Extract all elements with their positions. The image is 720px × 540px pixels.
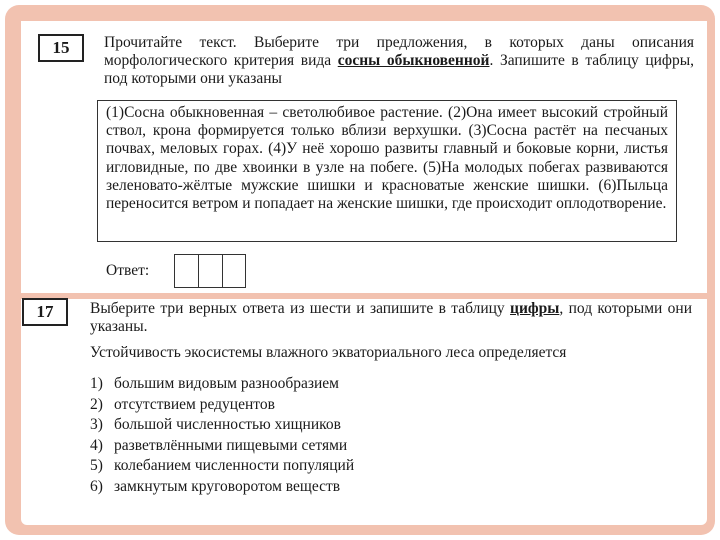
option-text: большой численностью хищников bbox=[114, 416, 341, 433]
option-number: 5) bbox=[90, 457, 103, 474]
answer-label: Ответ: bbox=[106, 262, 150, 279]
option-text: замкнутым круговоротом веществ bbox=[114, 477, 341, 495]
answer-cell[interactable] bbox=[222, 254, 246, 288]
option-item bbox=[90, 395, 354, 416]
question-15-species: сосны обыкновенной bbox=[337, 52, 490, 69]
question-17-question: Устойчивость экосистемы влажного экваториального леса определяется bbox=[90, 344, 567, 361]
option-text: большим видовым разнообразием bbox=[114, 375, 339, 392]
question-15-task-tail: . Запишите в таблицу цифры, под которыми они указаны bbox=[104, 52, 695, 87]
question-17-task bbox=[90, 300, 692, 336]
option-text: отсутствием редуцентов bbox=[114, 395, 275, 413]
question-17-task-tail: , под которыми они указаны. bbox=[90, 300, 693, 335]
option-item bbox=[90, 374, 354, 395]
option-number: 4) bbox=[90, 436, 103, 454]
question-15-passage: (1)Сосна обыкновенная – светолюбивое растение. (2)Она имеет высокий стройный ствол, крона формируется только вблизи верхушки. (3)Сосна растёт на песчаных почвах, меловых горах. (4)У неё хорошо развиты главный и боковые корни, листья игловидные, по две хвоинки в узле на побеге. (5)На молодых побегах развиваются зеленовато-жёлтые мужские шишки и красноватые женские шишки. (6)Пыльца переносится ветром и попадает на женские шишки, где происходит оплодотворение. bbox=[97, 100, 677, 242]
question-17-task-head: Выберите три верных ответа из шести и запишите в таблицу bbox=[90, 300, 505, 317]
option-item bbox=[90, 436, 354, 457]
question-15-task bbox=[104, 34, 694, 88]
option-text: колебанием численности популяций bbox=[114, 457, 355, 474]
option-item bbox=[90, 456, 354, 477]
option-number: 6) bbox=[90, 477, 103, 495]
question-17-number: 17 bbox=[22, 298, 68, 326]
answer-table bbox=[174, 254, 246, 288]
answer-cell[interactable] bbox=[198, 254, 222, 288]
question-17-task-key: цифры bbox=[510, 300, 560, 317]
option-item bbox=[90, 477, 354, 498]
question-15-number: 15 bbox=[38, 34, 84, 62]
answer-cell[interactable] bbox=[174, 254, 198, 288]
question-15-task-text: Прочитайте текст. Выберите три предложения, в которых даны описания морфологического критерия вида bbox=[104, 34, 694, 69]
option-number: 3) bbox=[90, 416, 103, 433]
option-text: разветвлёнными пищевыми сетями bbox=[114, 436, 348, 454]
option-number: 1) bbox=[90, 375, 103, 392]
option-item bbox=[90, 415, 354, 436]
question-17-options bbox=[90, 374, 354, 497]
option-number: 2) bbox=[90, 395, 103, 413]
